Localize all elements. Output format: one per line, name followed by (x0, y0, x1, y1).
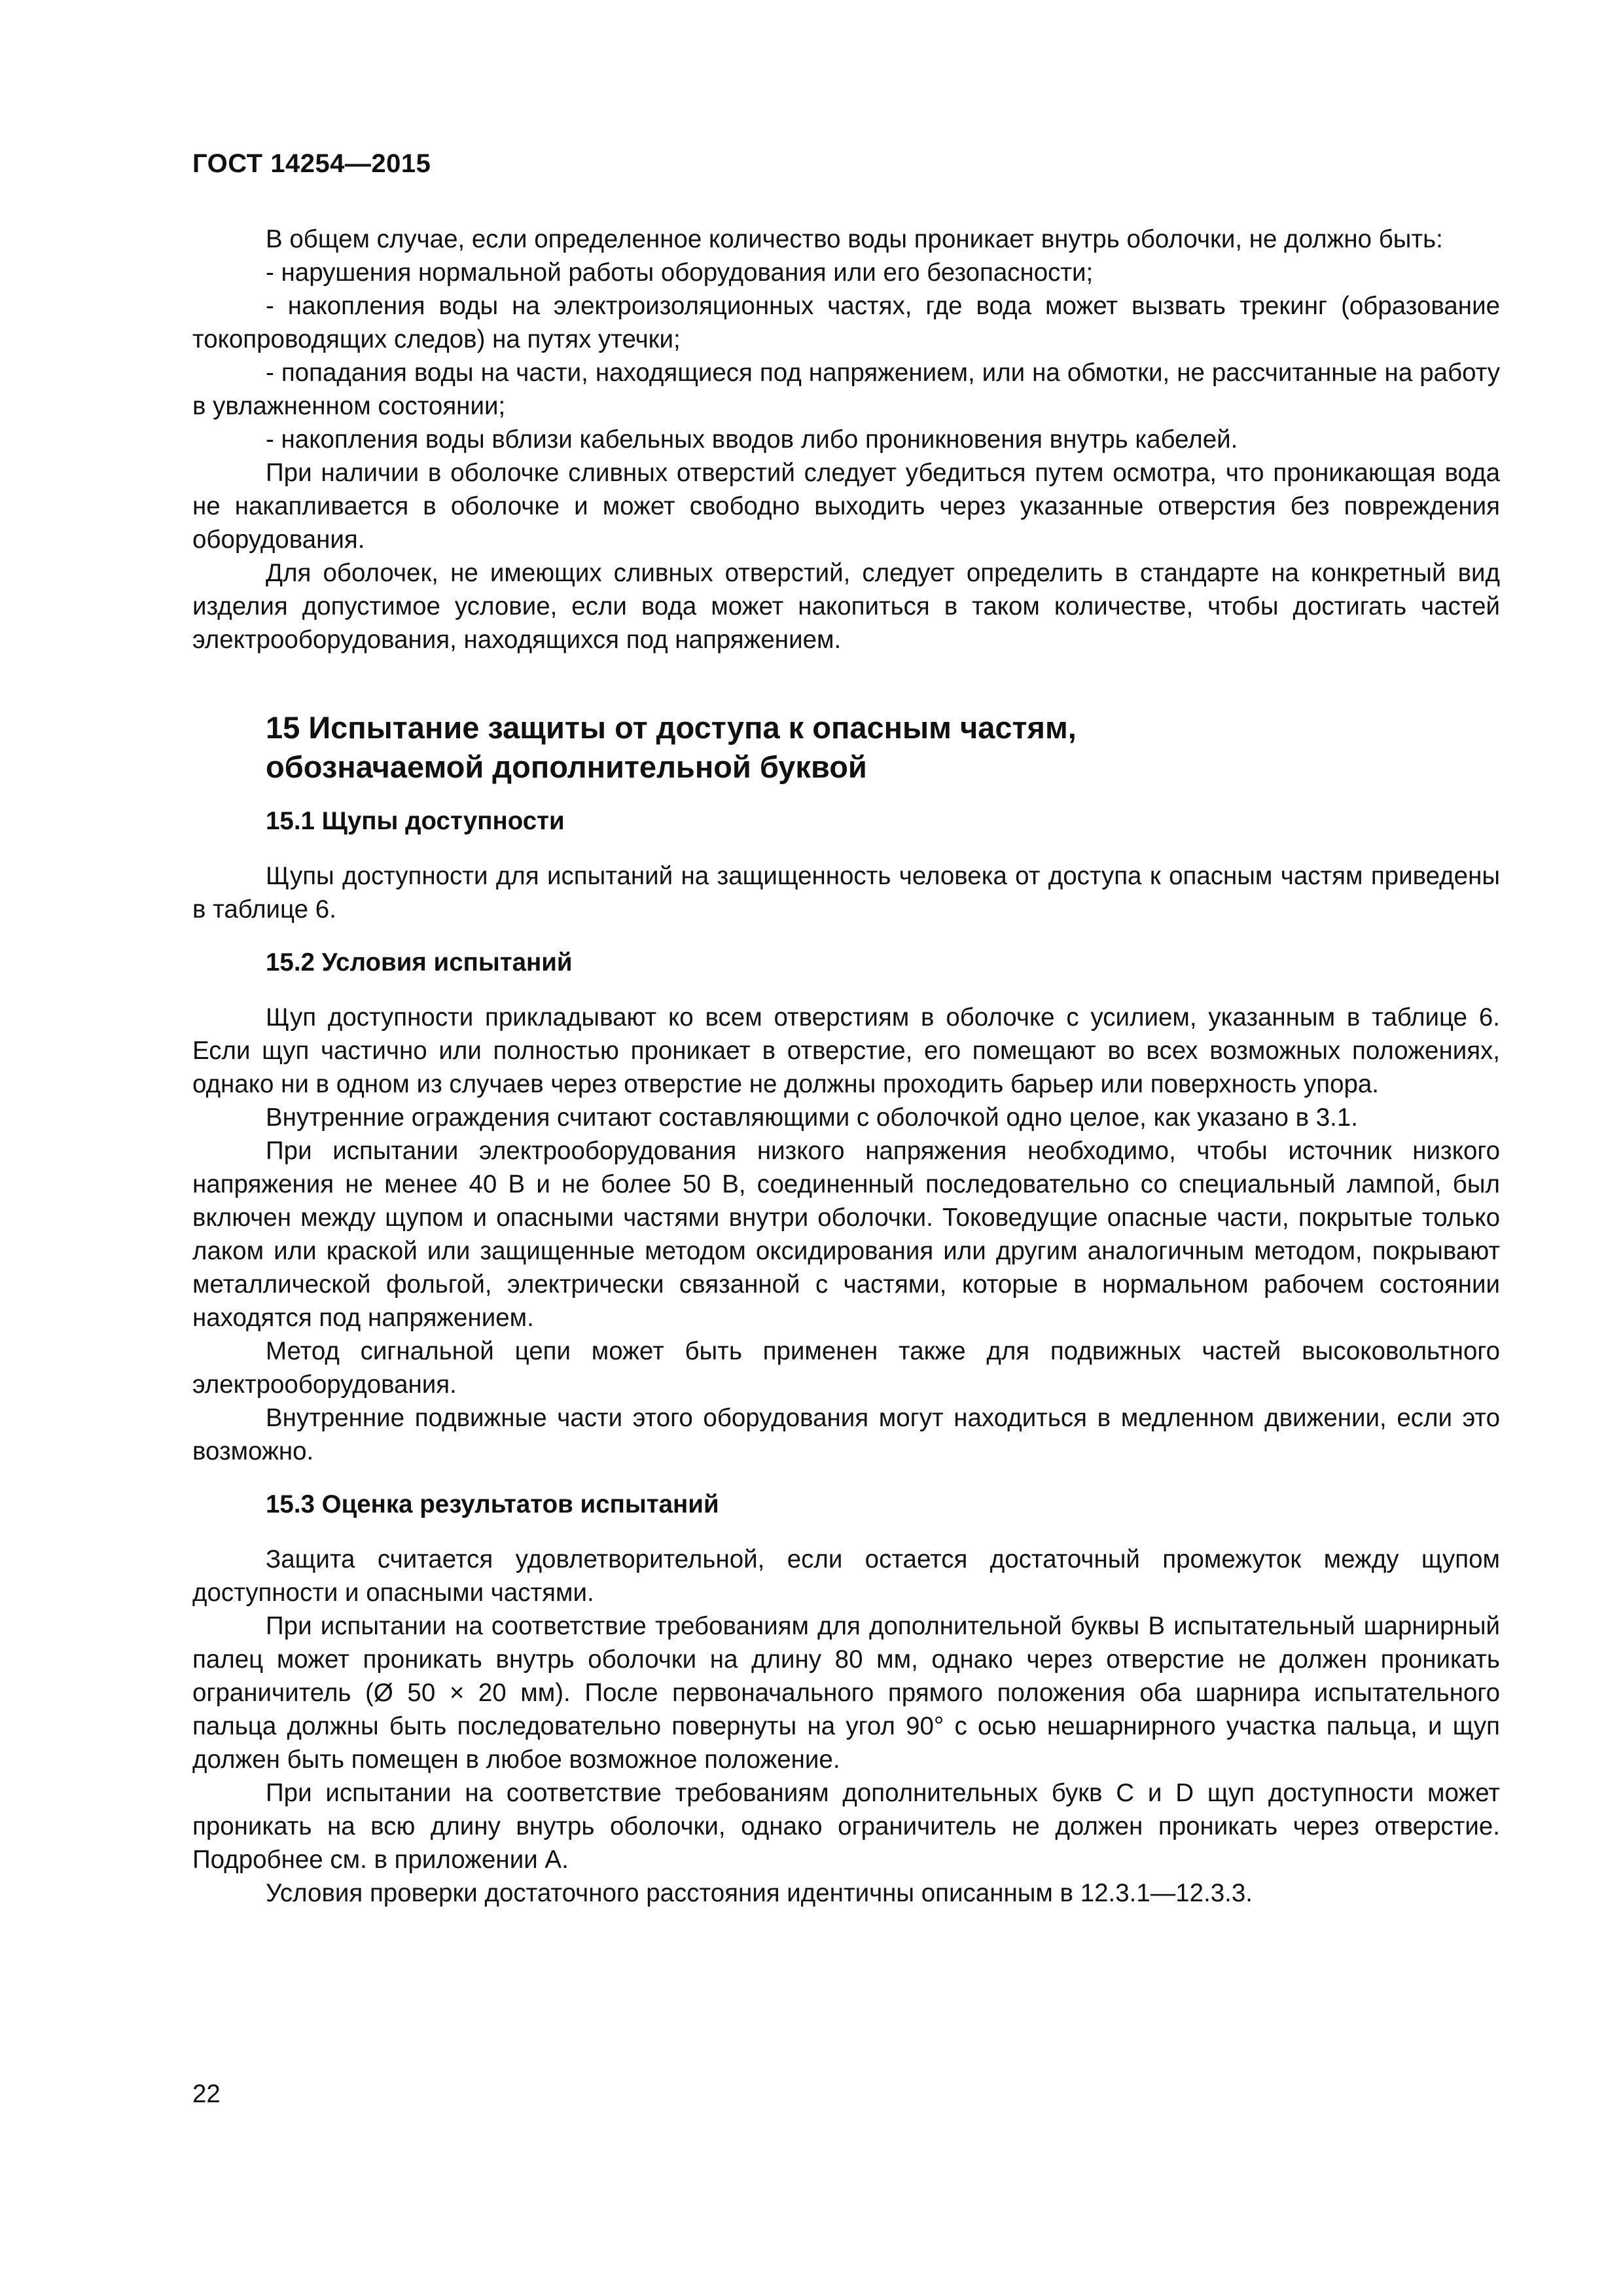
section-15-2-paragraph: Щуп доступности прикладывают ко всем отверстиям в оболочке с усилием, указанным в таблице 6. Если щуп частично или полностью проникает в отверстие, его помещают во всех возможных положениях, однако ни в одном из случаев через отверстие не должны проходить барьер или поверхность упора. (192, 1003, 1500, 1098)
section-15-2-paragraph: Внутренние подвижные части этого оборудования могут находиться в медленном движении, если это возможно. (192, 1404, 1500, 1465)
list-item: - попадания воды на части, находящиеся под напряжением, или на обмотки, не рассчитанные на работу в увлажненном состоянии; (192, 359, 1500, 420)
section-15-3-paragraph: Защита считается удовлетворительной, если остается достаточный промежуток между щупом доступности и опасными частями. (192, 1545, 1500, 1607)
page-number: 22 (192, 2080, 221, 2108)
document-body (192, 223, 1500, 1910)
list-item: - накопления воды вблизи кабельных вводов либо проникновения внутрь кабелей. (266, 425, 1238, 454)
section-15-3-paragraph: При испытании на соответствие требованиям дополнительных букв С и D щуп доступности может проникать на всю длину внутрь оболочки, однако ограничитель не должен проникать через отверстие. Подробнее см. в приложении А. (192, 1779, 1500, 1874)
section-15-title-line1: 15 Испытание защиты от доступа к опасным частям, (266, 710, 1077, 745)
section-15-2-paragraph: Внутренние ограждения считают составляющими с оболочкой одно целое, как указано в 3.1. (266, 1103, 1358, 1132)
section-15-3-paragraph: Условия проверки достаточного расстояния идентичны описанным в 12.3.1—12.3.3. (266, 1879, 1253, 1907)
document-header: ГОСТ 14254—2015 (192, 149, 431, 178)
section-15-1-title: 15.1 Щупы доступности (266, 807, 565, 835)
section-15-2-title: 15.2 Условия испытаний (266, 948, 573, 977)
section-15-3-title: 15.3 Оценка результатов испытаний (266, 1490, 719, 1518)
drainage-paragraph: При наличии в оболочке сливных отверстий следует убедиться путем осмотра, что проникающая вода не накапливается в оболочке и может свободно выходить через указанные отверстия без повреждения оборудования. (192, 459, 1500, 554)
section-15-title-line2: обозначаемой дополнительной буквой (266, 749, 867, 784)
section-15-2-paragraph: При испытании электрооборудования низкого напряжения необходимо, чтобы источник низкого напряжения не менее 40 В и не более 50 В, соединенный последовательно со специальный лампой, был включен между щупом и опасными частями внутри оболочки. Токоведущие опасные части, покрытые только лаком или краской или защищенные методом оксидирования или другим аналогичным методом, покрывают металлической фольгой, электрически связанной с частями, которые в нормальном рабочем состоянии находятся под напряжением. (192, 1137, 1500, 1332)
list-item: - нарушения нормальной работы оборудования или его безопасности; (266, 259, 1094, 287)
list-item: - накопления воды на электроизоляционных частях, где вода может вызвать трекинг (образование токопроводящих следов) на путях утечки; (192, 292, 1500, 353)
intro-paragraph: В общем случае, если определенное количество воды проникает внутрь оболочки, не должно быть: (266, 225, 1443, 253)
section-15-2-paragraph: Метод сигнальной цепи может быть применен также для подвижных частей высоковольтного электрооборудования. (192, 1337, 1500, 1399)
no-drainage-paragraph: Для оболочек, не имеющих сливных отверстий, следует определить в стандарте на конкретный вид изделия допустимое условие, если вода может накопиться в таком количестве, чтобы достигать частей электрооборудования, находящихся под напряжением. (192, 559, 1500, 654)
section-15-1-paragraph: Щупы доступности для испытаний на защищенность человека от доступа к опасным частям приведены в таблице 6. (192, 862, 1500, 924)
section-15-title (266, 708, 1500, 787)
section-15-3-paragraph: При испытании на соответствие требованиям для дополнительной буквы В испытательный шарнирный палец может проникать внутрь оболочки на длину 80 мм, однако через отверстие не должен проникать ограничитель (Ø 50 × 20 мм). После первоначального прямого положения оба шарнира испытательного пальца должны быть последовательно повернуты на угол 90° с осью нешарнирного участка пальца, и щуп должен быть помещен в любое возможное положение. (192, 1612, 1500, 1774)
